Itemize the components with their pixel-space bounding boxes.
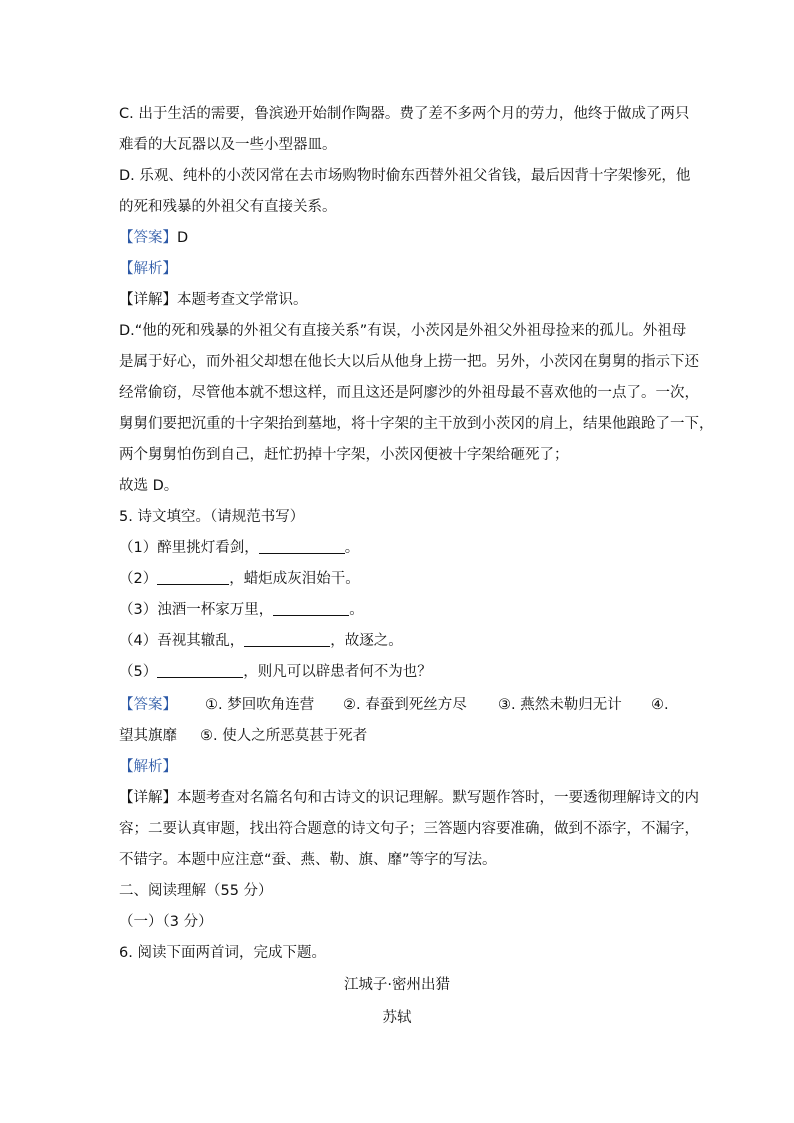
option-c-line2: 难看的大瓦器以及一些小型器皿。 [119,137,337,153]
fill-item-post: 。 [349,602,364,618]
answer-blank[interactable] [244,631,330,647]
fill-item-2 [119,569,360,589]
q5-title: 5. 诗文填空。（请规范书写） [119,509,305,525]
q5-analysis-tag: 【解析】 [119,759,177,775]
fill-item-pre: （1）醉里挑灯看剑， [119,540,259,556]
q5-detail-line3: 不错字。本题中应注意“蚕、燕、勒、旗、靡”等字的写法。 [119,852,497,868]
fill-item-1 [119,538,359,558]
detail-tag: 【详解】 [119,292,177,308]
q5-detail-row [119,788,699,808]
detail-line1: 本题考查对名篇名句和古诗文的识记理解。默写题作答时，一要透彻理解诗文的内 [177,790,699,806]
fill-item-post: ，故逐之。 [330,633,403,649]
answer-value: D [177,230,189,246]
fill-item-post: ，蜡炬成灰泪始干。 [229,571,360,587]
answer-item-3: ③. 燕然未勒归无计 [498,697,622,713]
answer-item-2: ②. 春蚕到死丝方尽 [343,697,467,713]
poem-author: 苏轼 [382,1010,412,1026]
poem-title: 江城子·密州出猎 [343,977,451,993]
fill-item-post: ，则凡可以辟患者何不为也？ [243,664,432,680]
answer-blank[interactable] [157,569,229,585]
q5-answer-row [119,695,669,715]
fill-item-pre: （2） [119,571,158,587]
fill-item-pre: （5） [119,664,158,680]
answer-blank[interactable] [273,600,349,616]
detail-text: 本题考查文学常识。 [177,292,308,308]
q5-detail-line2: 容；二要认真审题，找出符合题意的诗文句子；三答题内容要准确，做到不添字，不漏字， [119,821,699,837]
q6-title: 6. 阅读下面两首词，完成下题。 [119,945,326,961]
answer-blank[interactable] [157,662,243,678]
option-d-line1: D. 乐观、纯朴的小茨冈常在去市场购物时偷东西替外祖父省钱，最后因背十字架惨死，他 [119,168,691,184]
q5-answer-line2: 望其旗靡 ⑤. 使人之所恶莫甚于死者 [119,728,368,744]
explanation-line5: 两个舅舅怕伤到自己，赶忙扔掉十字架，小茨冈便被十字架给砸死了； [119,447,569,463]
answer-tag: 【答案】 [119,697,177,713]
q4-detail-row [119,290,308,310]
answer-blank[interactable] [259,538,345,554]
fill-item-pre: （4）吾视其辙乱， [119,633,245,649]
detail-tag: 【详解】 [119,790,177,806]
explanation-line3: 经常偷窃，尽管他本就不想这样，而且这还是阿廖沙的外祖母最不喜欢他的一点了。一次， [119,385,699,401]
fill-item-pre: （3）浊酒一杯家万里， [119,602,274,618]
fill-item-post: 。 [344,540,360,556]
answer-item-4: ④. [651,697,669,713]
fill-item-3 [119,600,364,620]
section2-part: （一）（3 分） [119,914,213,930]
answer-tag: 【答案】 [119,230,177,246]
explanation-line2: 是属于好心，而外祖父却想在他长大以后从他身上捞一把。另外，小茨冈在舅舅的指示下还 [119,354,699,370]
q4-analysis-tag: 【解析】 [119,261,177,277]
q4-conclusion: 故选 D。 [119,478,179,494]
option-d-line2: 的死和残暴的外祖父有直接关系。 [119,199,337,215]
fill-item-5 [119,662,432,682]
explanation-line1: D.“他的死和残暴的外祖父有直接关系”有误，小茨冈是外祖父外祖母捡来的孤儿。外祖母 [119,323,687,339]
q4-answer-row [119,228,188,248]
explanation-line4: 舅舅们要把沉重的十字架抬到墓地，将十字架的主干放到小茨冈的肩上，结果他踉跄了一下， [119,416,714,432]
option-c-line1: C. 出于生活的需要，鲁滨逊开始制作陶器。费了差不多两个月的劳力，他终于做成了两只 [119,106,690,122]
section2-title: 二、阅读理解（55 分） [119,883,273,899]
fill-item-4 [119,631,403,651]
answer-item-1: ①. 梦回吹角连营 [205,697,315,713]
